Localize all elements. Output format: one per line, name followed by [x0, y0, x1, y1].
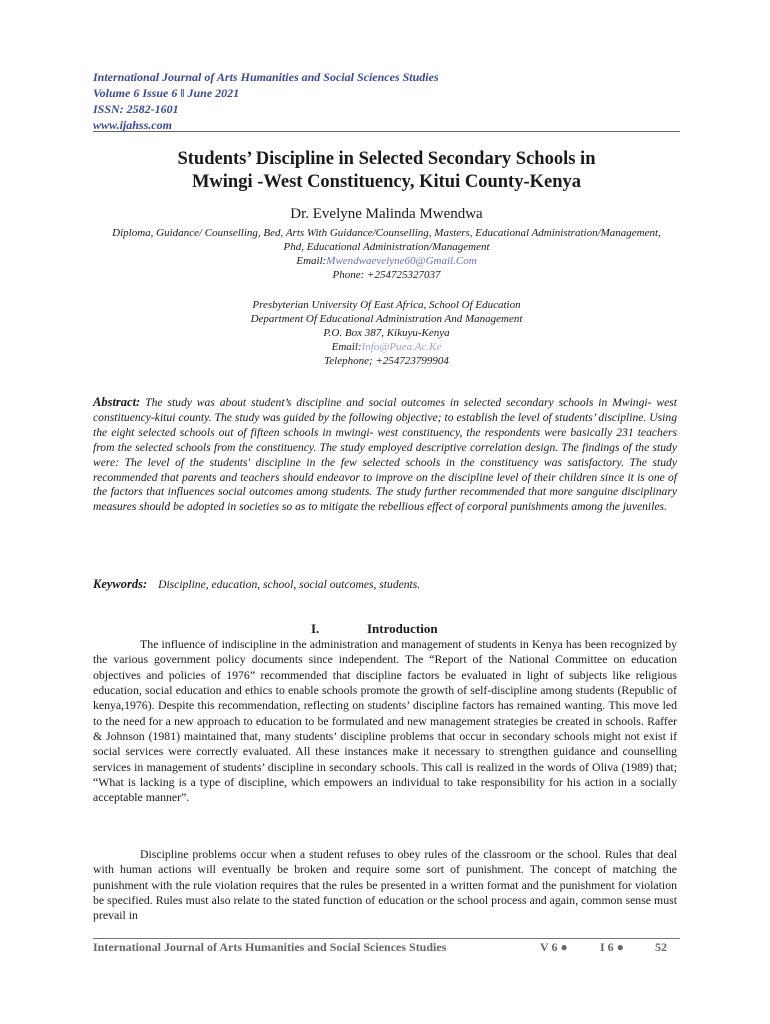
institution-email-line — [110, 340, 663, 354]
department: Department Of Educational Administration And Management — [250, 313, 523, 325]
abstract-text: The study was about student’s discipline and social outcomes in selected secondary schools in Mwingi- west constituency-kitui county. The study was guided by the following objective; to establish the level of students’ discipline. Using the eight selected schools out of fifteen schools in mwingi- west constituency, the respondents were basically 231 teachers from the selected schools from the constituency. The study employed descriptive correlation design. The findings of the study were: The level of the students' discipline in the few selected schools in the constituency was satisfactory. The study recommended that parents and teachers should endeavor to improve on the discipline level of their children since it is one of the factors that influences social outcomes among students. The study further recommended that more sanguine disciplinary measures should be adopted in societies so as to mitigate the rebellious effect of corporal punishments among the juveniles. — [93, 396, 677, 514]
institution-affiliation — [110, 298, 663, 368]
footer-divider — [93, 938, 680, 939]
university: Presbyterian University Of East Africa, School Of Education — [252, 299, 521, 311]
website-link[interactable]: www.ijahss.com — [93, 118, 172, 132]
issn: ISSN: 2582-1601 — [93, 102, 179, 116]
institution-telephone: Telephone; +254723799904 — [324, 355, 449, 367]
email-label: Email: — [331, 341, 362, 353]
journal-header — [93, 69, 683, 133]
title-line-2: Mwingi -West Constituency, Kitui County-Kenya — [191, 172, 582, 192]
author-email-link[interactable]: Mwendwaevelyne60@Gmail.Com — [326, 255, 477, 267]
postal-address: P.O. Box 387, Kikuyu-Kenya — [323, 327, 450, 339]
keywords — [93, 577, 677, 592]
abstract — [93, 395, 677, 515]
author-phone: Phone: +254725327037 — [332, 269, 441, 281]
abstract-label: Abstract: — [93, 395, 141, 409]
keywords-text: Discipline, education, school, social outcomes, students. — [158, 578, 421, 591]
author-affiliation — [110, 226, 663, 282]
section-title: Introduction — [367, 621, 438, 636]
footer-volume: V 6 ● — [540, 940, 568, 954]
journal-name: International Journal of Arts Humanities and Social Sciences Studies — [93, 70, 439, 84]
paper-title — [93, 148, 680, 194]
page-number: 52 — [655, 940, 667, 954]
body-paragraph: Discipline problems occur when a student refuses to obey rules of the classroom or the school. Rules that deal with human actions will eventually be broken and require some sort of punishment. The concept of matching the punishment with the rule violation requires that the rules be presented in a written format and the punishment for violation be specified. Rules must also relate to the stated function of education or the school process and again, common sense must prevail in — [93, 847, 677, 923]
author-email-line — [110, 254, 663, 268]
section-number: I. — [311, 621, 320, 636]
footer-journal: International Journal of Arts Humanities and Social Sciences Studies — [93, 940, 447, 954]
title-line-1: Students’ Discipline in Selected Secondary Schools in — [177, 149, 596, 169]
keywords-label: Keywords: — [93, 577, 148, 591]
page-footer — [93, 940, 680, 956]
email-label: Email: — [296, 255, 327, 267]
footer-issue: I 6 ● — [600, 940, 624, 954]
body-paragraph: The influence of indiscipline in the administration and management of students in Kenya has been recognized by the various government policy documents since independent. The “Report of the National Committee on education objectives and policies of 1976” recommended that discipline factors be evaluated in light of subjects like religious education, social education and ethics to enable schools promote the growth of self-discipline among students (Republic of kenya,1976). Despite this recommendation, reflecting on students’ discipline factors has remained wanting. This move led to the need for a new approach to education to be formulated and new management strategies be created in schools. Raffer & Johnson (1981) maintained that, many students’ discipline problems that occur in secondary schools might not exist if social services were correctly evaluated. All these instances make it necessary to strengthen guidance and counselling services in management of students’ discipline in secondary schools. This call is realized in the words of Oliva (1989) that; “What is lacking is a type of discipline, which empowers an individual to take responsibility for his action in a socially acceptable manner”. — [93, 637, 677, 805]
institution-email-link[interactable]: Info@Puea.Ac.Ke — [361, 341, 442, 353]
qualifications: Diploma, Guidance/ Counselling, Bed, Arts With Guidance/Counselling, Masters, Educational Administration/Management, Phd, Educational Administration/Management — [112, 227, 661, 253]
author-name: Dr. Evelyne Malinda Mwendwa — [290, 206, 483, 222]
volume-issue: Volume 6 Issue 6 ǁ June 2021 — [93, 86, 240, 100]
header-divider — [93, 131, 680, 132]
